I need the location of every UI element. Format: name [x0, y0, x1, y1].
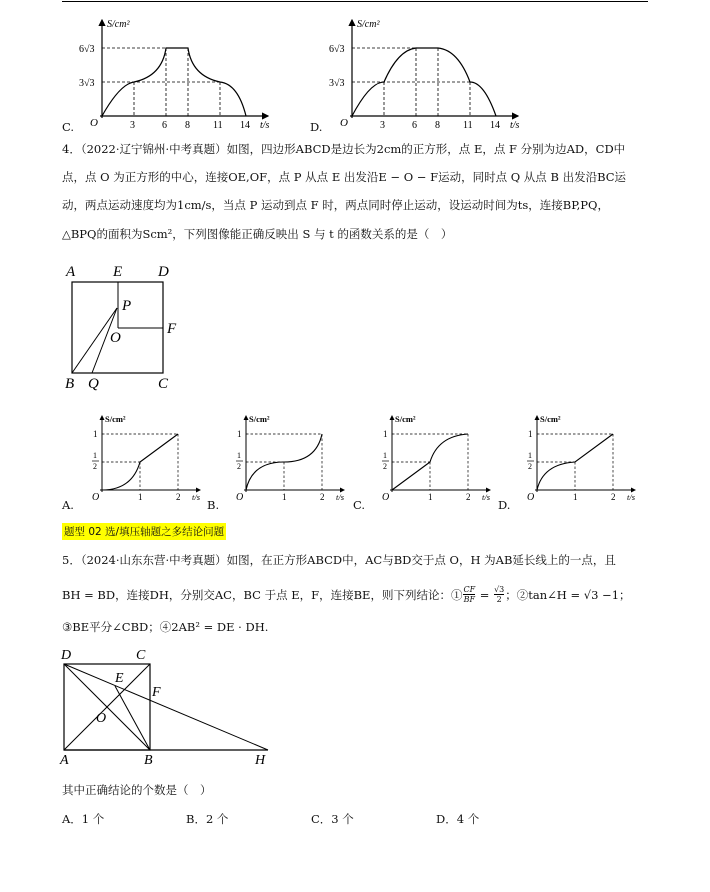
- d2-ytick-1: 1: [528, 429, 533, 439]
- q5-label-f: F: [152, 685, 161, 700]
- q4-square-figure: [62, 262, 192, 392]
- c2-ytick-half-num: 1: [383, 451, 387, 460]
- c-xlabel: t/s: [260, 120, 270, 131]
- q4-label-f: F: [167, 321, 177, 337]
- q4-label-b: B: [65, 376, 75, 392]
- q5-frac-bf: BF: [463, 595, 475, 604]
- q5-label-b: B: [144, 753, 153, 766]
- a-xtick-1: 1: [138, 492, 143, 502]
- q5-frac-sqrt3: √3: [494, 585, 505, 594]
- d-xtick-14: 14: [490, 120, 500, 131]
- c-ytick-6r3: 6√3: [79, 44, 95, 55]
- q4-label-e: E: [113, 264, 123, 280]
- a-ytick-1: 1: [93, 429, 98, 439]
- q5-label-a: A: [60, 753, 69, 766]
- d-ylabel: S/cm²: [357, 19, 380, 30]
- c2-ytick-1: 1: [383, 429, 388, 439]
- q5-frac-cf-bf: [463, 585, 475, 604]
- b-ylabel: S/cm²: [249, 414, 270, 424]
- d-xtick-11: 11: [463, 120, 473, 131]
- c2-xlabel: t/s: [482, 492, 491, 502]
- top-option-c: C.: [62, 120, 75, 134]
- d2-origin: O: [527, 492, 535, 503]
- c2-xtick-2: 2: [466, 492, 471, 502]
- q5-line-1: 5．（2024·山东东营·中考真题）如图，在正方形ABCD中，AC与BD交于点 O，H 为AB延长线上的一点，且: [62, 553, 616, 567]
- q4-label-q: Q: [88, 376, 99, 392]
- q5-label-o: O: [96, 711, 107, 726]
- b-xtick-1: 1: [282, 492, 287, 502]
- q4-graph-a: [82, 412, 207, 504]
- b-ytick-half-num: 1: [237, 451, 241, 460]
- q5-label-h: H: [255, 753, 266, 766]
- a-origin: O: [92, 492, 100, 503]
- c-xtick-8: 8: [185, 120, 190, 131]
- q5-frac-cf: CF: [463, 585, 476, 594]
- c-xtick-6: 6: [162, 120, 167, 131]
- d-xtick-3: 3: [380, 120, 385, 131]
- d2-ylabel: S/cm²: [540, 414, 561, 424]
- q5-line-3: ③BE平分∠CBD；④2AB² = DE · DH.: [62, 620, 269, 634]
- d2-xtick-1: 1: [573, 492, 578, 502]
- q5-frac-2: 2: [496, 595, 502, 604]
- a-ytick-half-num: 1: [93, 451, 97, 460]
- q5-label-d: D: [61, 648, 72, 663]
- q4-line-2: 点，点 O 为正方形的中心，连接OE,OF，点 P 从点 E 出发沿E − O − F运动，同时点 Q 从点 B 出发沿BC运: [62, 170, 627, 184]
- c-xtick-11: 11: [213, 120, 223, 131]
- q4-option-d: D.: [498, 498, 511, 512]
- q4-option-b: B.: [207, 498, 220, 512]
- q5-line-2c: ；②tan∠H = √3 −1；: [505, 587, 631, 602]
- q4-label-a: A: [66, 264, 76, 280]
- b-origin: O: [236, 492, 244, 503]
- q4-graph-c: [372, 412, 497, 504]
- q5-choice-c[interactable]: C．3 个: [311, 812, 354, 826]
- q4-label-p: P: [122, 298, 132, 314]
- c2-ytick-half-den: 2: [383, 462, 387, 471]
- c-ytick-3r3: 3√3: [79, 78, 95, 89]
- d-ytick-3r3: 3√3: [329, 78, 345, 89]
- q4-option-c: C.: [353, 498, 366, 512]
- q5-frac-sqrt3-2: [494, 585, 504, 604]
- d2-ytick-half-num: 1: [528, 451, 532, 460]
- a-ylabel: S/cm²: [105, 414, 126, 424]
- d-xtick-6: 6: [412, 120, 417, 131]
- d-origin: O: [340, 117, 348, 129]
- d2-ytick-half-den: 2: [528, 462, 532, 471]
- b-ytick-half-den: 2: [237, 462, 241, 471]
- d-xtick-8: 8: [435, 120, 440, 131]
- q4-graph-d: [517, 412, 642, 504]
- q5-choice-d[interactable]: D．4 个: [436, 812, 480, 826]
- q4-graph-b: [226, 412, 351, 504]
- b-ytick-1: 1: [237, 429, 242, 439]
- c-origin: O: [90, 117, 98, 129]
- q4-line-3: 动，两点运动速度均为1cm/s，当点 P 运动到点 F 时，两点同时停止运动，设运动时间为ts，连接BP,PQ，: [62, 198, 609, 212]
- c-xtick-3: 3: [130, 120, 135, 131]
- q5-line-2: [62, 585, 631, 604]
- section-heading: 题型 02 选/填压轴题之多结论问题: [62, 523, 226, 540]
- a-ytick-half-den: 2: [93, 462, 97, 471]
- q4-line-4: △BPQ的面积为Scm²，下列图像能正确反映出 S 与 t 的函数关系的是（ ）: [62, 227, 453, 241]
- q5-prompt: 其中正确结论的个数是（ ）: [62, 783, 212, 797]
- q5-figure: [58, 646, 278, 766]
- d2-xtick-2: 2: [611, 492, 616, 502]
- top-rule: [62, 1, 648, 2]
- d-xlabel: t/s: [510, 120, 520, 131]
- q4-option-a: A.: [62, 498, 74, 512]
- q5-line-2a: BH = BD，连接DH，分别交AC，BC 于点 E，F，连接BE，则下列结论：①: [62, 587, 463, 602]
- q4-label-o: O: [110, 330, 121, 346]
- q5-choice-b[interactable]: B．2 个: [186, 812, 229, 826]
- q5-label-c: C: [136, 648, 146, 663]
- c2-origin: O: [382, 492, 390, 503]
- top-graph-c: [70, 14, 280, 134]
- c2-ylabel: S/cm²: [395, 414, 416, 424]
- q4-line-1: 4．（2022·辽宁锦州·中考真题）如图，四边形ABCD是边长为2cm的正方形，点 E，点 F 分别为边AD，CD中: [62, 142, 626, 156]
- d-ytick-6r3: 6√3: [329, 44, 345, 55]
- b-xtick-2: 2: [320, 492, 325, 502]
- q4-label-c: C: [158, 376, 169, 392]
- top-graph-d: [320, 14, 530, 134]
- q5-line-2b: =: [476, 587, 494, 602]
- c2-xtick-1: 1: [428, 492, 433, 502]
- a-xlabel: t/s: [192, 492, 201, 502]
- q4-label-d: D: [158, 264, 169, 280]
- c-xtick-14: 14: [240, 120, 250, 131]
- b-xlabel: t/s: [336, 492, 345, 502]
- c-ylabel: S/cm²: [107, 19, 130, 30]
- top-option-d: D.: [310, 120, 323, 134]
- a-xtick-2: 2: [176, 492, 181, 502]
- q5-label-e: E: [115, 671, 124, 686]
- q5-choice-a[interactable]: A．1 个: [62, 812, 105, 826]
- d2-xlabel: t/s: [627, 492, 636, 502]
